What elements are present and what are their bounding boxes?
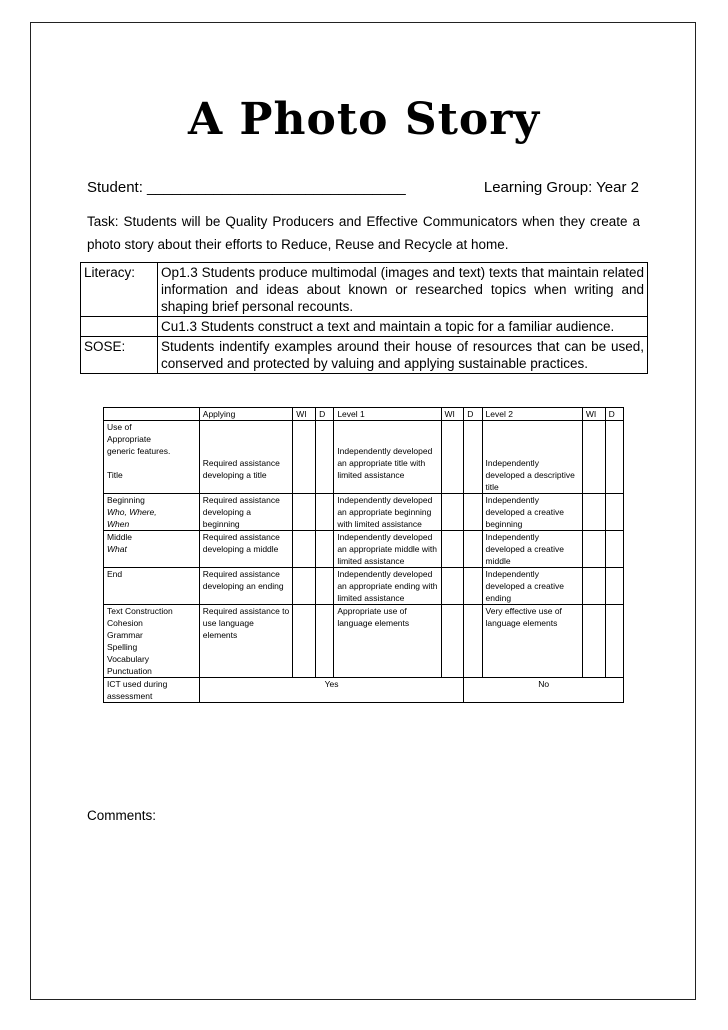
outcomes-table — [80, 262, 648, 374]
level1-text: Independently developed an appropriate title with limited assistance — [337, 446, 433, 480]
rubric-header-cell: WI — [441, 408, 464, 421]
rubric-applying-cell: Required assistance developing a middle — [199, 531, 293, 568]
rubric-level2-cell: Independently developed a creative middle — [482, 531, 582, 568]
rubric-check-cell[interactable] — [293, 605, 316, 678]
learning-group-label: Learning Group: Year 2 — [483, 179, 639, 196]
rubric-check-cell[interactable] — [582, 494, 605, 531]
rubric-level1-cell: Appropriate use of language elements — [334, 605, 441, 678]
outcome-row — [81, 263, 648, 317]
rubric-check-cell[interactable] — [316, 605, 334, 678]
criteria-text: Text Construction — [107, 606, 173, 616]
rubric-level2-cell — [482, 421, 582, 494]
criteria-text: Cohesion — [107, 618, 143, 628]
task-description: Task: Students will be Quality Producers and Effective Communicators when they create a photo story about their efforts to Reduce, Reuse and Recycle at home. — [87, 214, 640, 252]
criteria-text: Grammar — [107, 630, 143, 640]
ict-yes-option[interactable]: Yes — [199, 678, 464, 703]
criteria-text: Punctuation — [107, 666, 152, 676]
rubric-check-cell[interactable] — [441, 421, 464, 494]
student-name-field: Student: _______________________________ — [87, 179, 406, 196]
rubric-row — [104, 494, 624, 531]
level2-text: Independently developed a descriptive title — [485, 458, 575, 492]
rubric-header-cell: D — [464, 408, 482, 421]
criteria-text: What — [107, 544, 127, 554]
criteria-text: Middle — [107, 532, 133, 542]
rubric-header-cell: D — [316, 408, 334, 421]
rubric-header-cell: WI — [582, 408, 605, 421]
rubric-check-cell[interactable] — [464, 421, 482, 494]
rubric-check-cell[interactable] — [582, 421, 605, 494]
applying-text: Required assistance developing a title — [202, 458, 280, 480]
rubric-check-cell[interactable] — [605, 494, 623, 531]
rubric-ict-row — [104, 678, 624, 703]
criteria-text: Use of — [107, 422, 132, 432]
outcome-row — [81, 337, 648, 374]
rubric-criteria-cell — [104, 568, 200, 605]
rubric-check-cell[interactable] — [441, 494, 464, 531]
comments-label: Comments: — [87, 808, 157, 823]
outcome-label: Literacy: — [81, 263, 158, 317]
rubric-header-cell — [104, 408, 200, 421]
rubric-row — [104, 568, 624, 605]
rubric-level1-cell: Independently developed an appropriate middle with limited assistance — [334, 531, 441, 568]
criteria-text: Vocabulary — [107, 654, 150, 664]
outcome-text: Cu1.3 Students construct a text and maintain a topic for a familiar audience. — [158, 317, 648, 337]
rubric-check-cell[interactable] — [464, 568, 482, 605]
rubric-check-cell[interactable] — [293, 421, 316, 494]
criteria-text: Appropriate — [107, 434, 151, 444]
rubric-check-cell[interactable] — [316, 421, 334, 494]
rubric-row — [104, 421, 624, 494]
outcome-label: SOSE: — [81, 337, 158, 374]
criteria-text: generic features. — [107, 446, 171, 456]
rubric-applying-cell: Required assistance to use language elements — [199, 605, 293, 678]
rubric-check-cell[interactable] — [293, 531, 316, 568]
rubric-check-cell[interactable] — [316, 494, 334, 531]
rubric-check-cell[interactable] — [582, 531, 605, 568]
rubric-check-cell[interactable] — [293, 568, 316, 605]
rubric-check-cell[interactable] — [464, 531, 482, 568]
rubric-check-cell[interactable] — [582, 605, 605, 678]
outcome-label — [81, 317, 158, 337]
rubric-level2-cell: Very effective use of language elements — [482, 605, 582, 678]
rubric-header-cell: Applying — [199, 408, 293, 421]
rubric-level1-cell: Independently developed an appropriate beginning with limited assistance — [334, 494, 441, 531]
rubric-applying-cell: Required assistance developing a beginning — [199, 494, 293, 531]
rubric-header-cell: Level 2 — [482, 408, 582, 421]
outcome-text: Op1.3 Students produce multimodal (images and text) texts that maintain related information and ideas about known or researched topics when writing and shaping brief personal recounts. — [158, 263, 648, 317]
rubric-check-cell[interactable] — [441, 605, 464, 678]
rubric-header-cell: WI — [293, 408, 316, 421]
rubric-check-cell[interactable] — [316, 531, 334, 568]
outcome-text: Students indentify examples around their house of resources that can be used, conserved and protected by valuing and applying sustainable practices. — [158, 337, 648, 374]
rubric-check-cell[interactable] — [441, 568, 464, 605]
criteria-text: End — [107, 569, 123, 579]
rubric-check-cell[interactable] — [316, 568, 334, 605]
criteria-text: Spelling — [107, 642, 138, 652]
page-title: A Photo Story — [187, 94, 541, 145]
rubric-check-cell[interactable] — [605, 605, 623, 678]
rubric-header-row — [104, 408, 624, 421]
outcome-row — [81, 317, 648, 337]
ict-label: ICT used during assessment — [104, 678, 200, 703]
rubric-level1-cell — [334, 421, 441, 494]
rubric-check-cell[interactable] — [605, 568, 623, 605]
rubric-check-cell[interactable] — [582, 568, 605, 605]
rubric-applying-cell — [199, 421, 293, 494]
rubric-criteria-cell — [104, 494, 200, 531]
rubric-check-cell[interactable] — [293, 494, 316, 531]
criteria-text: When — [107, 519, 130, 529]
rubric-check-cell[interactable] — [464, 605, 482, 678]
rubric-criteria-cell — [104, 605, 200, 678]
rubric-row — [104, 531, 624, 568]
rubric-check-cell[interactable] — [441, 531, 464, 568]
rubric-level2-cell: Independently developed a creative beginning — [482, 494, 582, 531]
rubric-criteria-cell — [104, 421, 200, 494]
rubric-level1-cell: Independently developed an appropriate ending with limited assistance — [334, 568, 441, 605]
rubric-applying-cell: Required assistance developing an ending — [199, 568, 293, 605]
rubric-row — [104, 605, 624, 678]
criteria-text: Beginning — [107, 495, 145, 505]
rubric-check-cell[interactable] — [605, 531, 623, 568]
rubric-check-cell[interactable] — [464, 494, 482, 531]
rubric-header-cell: D — [605, 408, 623, 421]
rubric-check-cell[interactable] — [605, 421, 623, 494]
criteria-text: Who, Where, — [107, 507, 157, 517]
rubric-criteria-cell — [104, 531, 200, 568]
rubric-level2-cell: Independently developed a creative ending — [482, 568, 582, 605]
ict-no-option[interactable]: No — [464, 678, 624, 703]
rubric-header-cell: Level 1 — [334, 408, 441, 421]
criteria-text: Title — [107, 470, 123, 480]
rubric-table — [103, 407, 624, 703]
